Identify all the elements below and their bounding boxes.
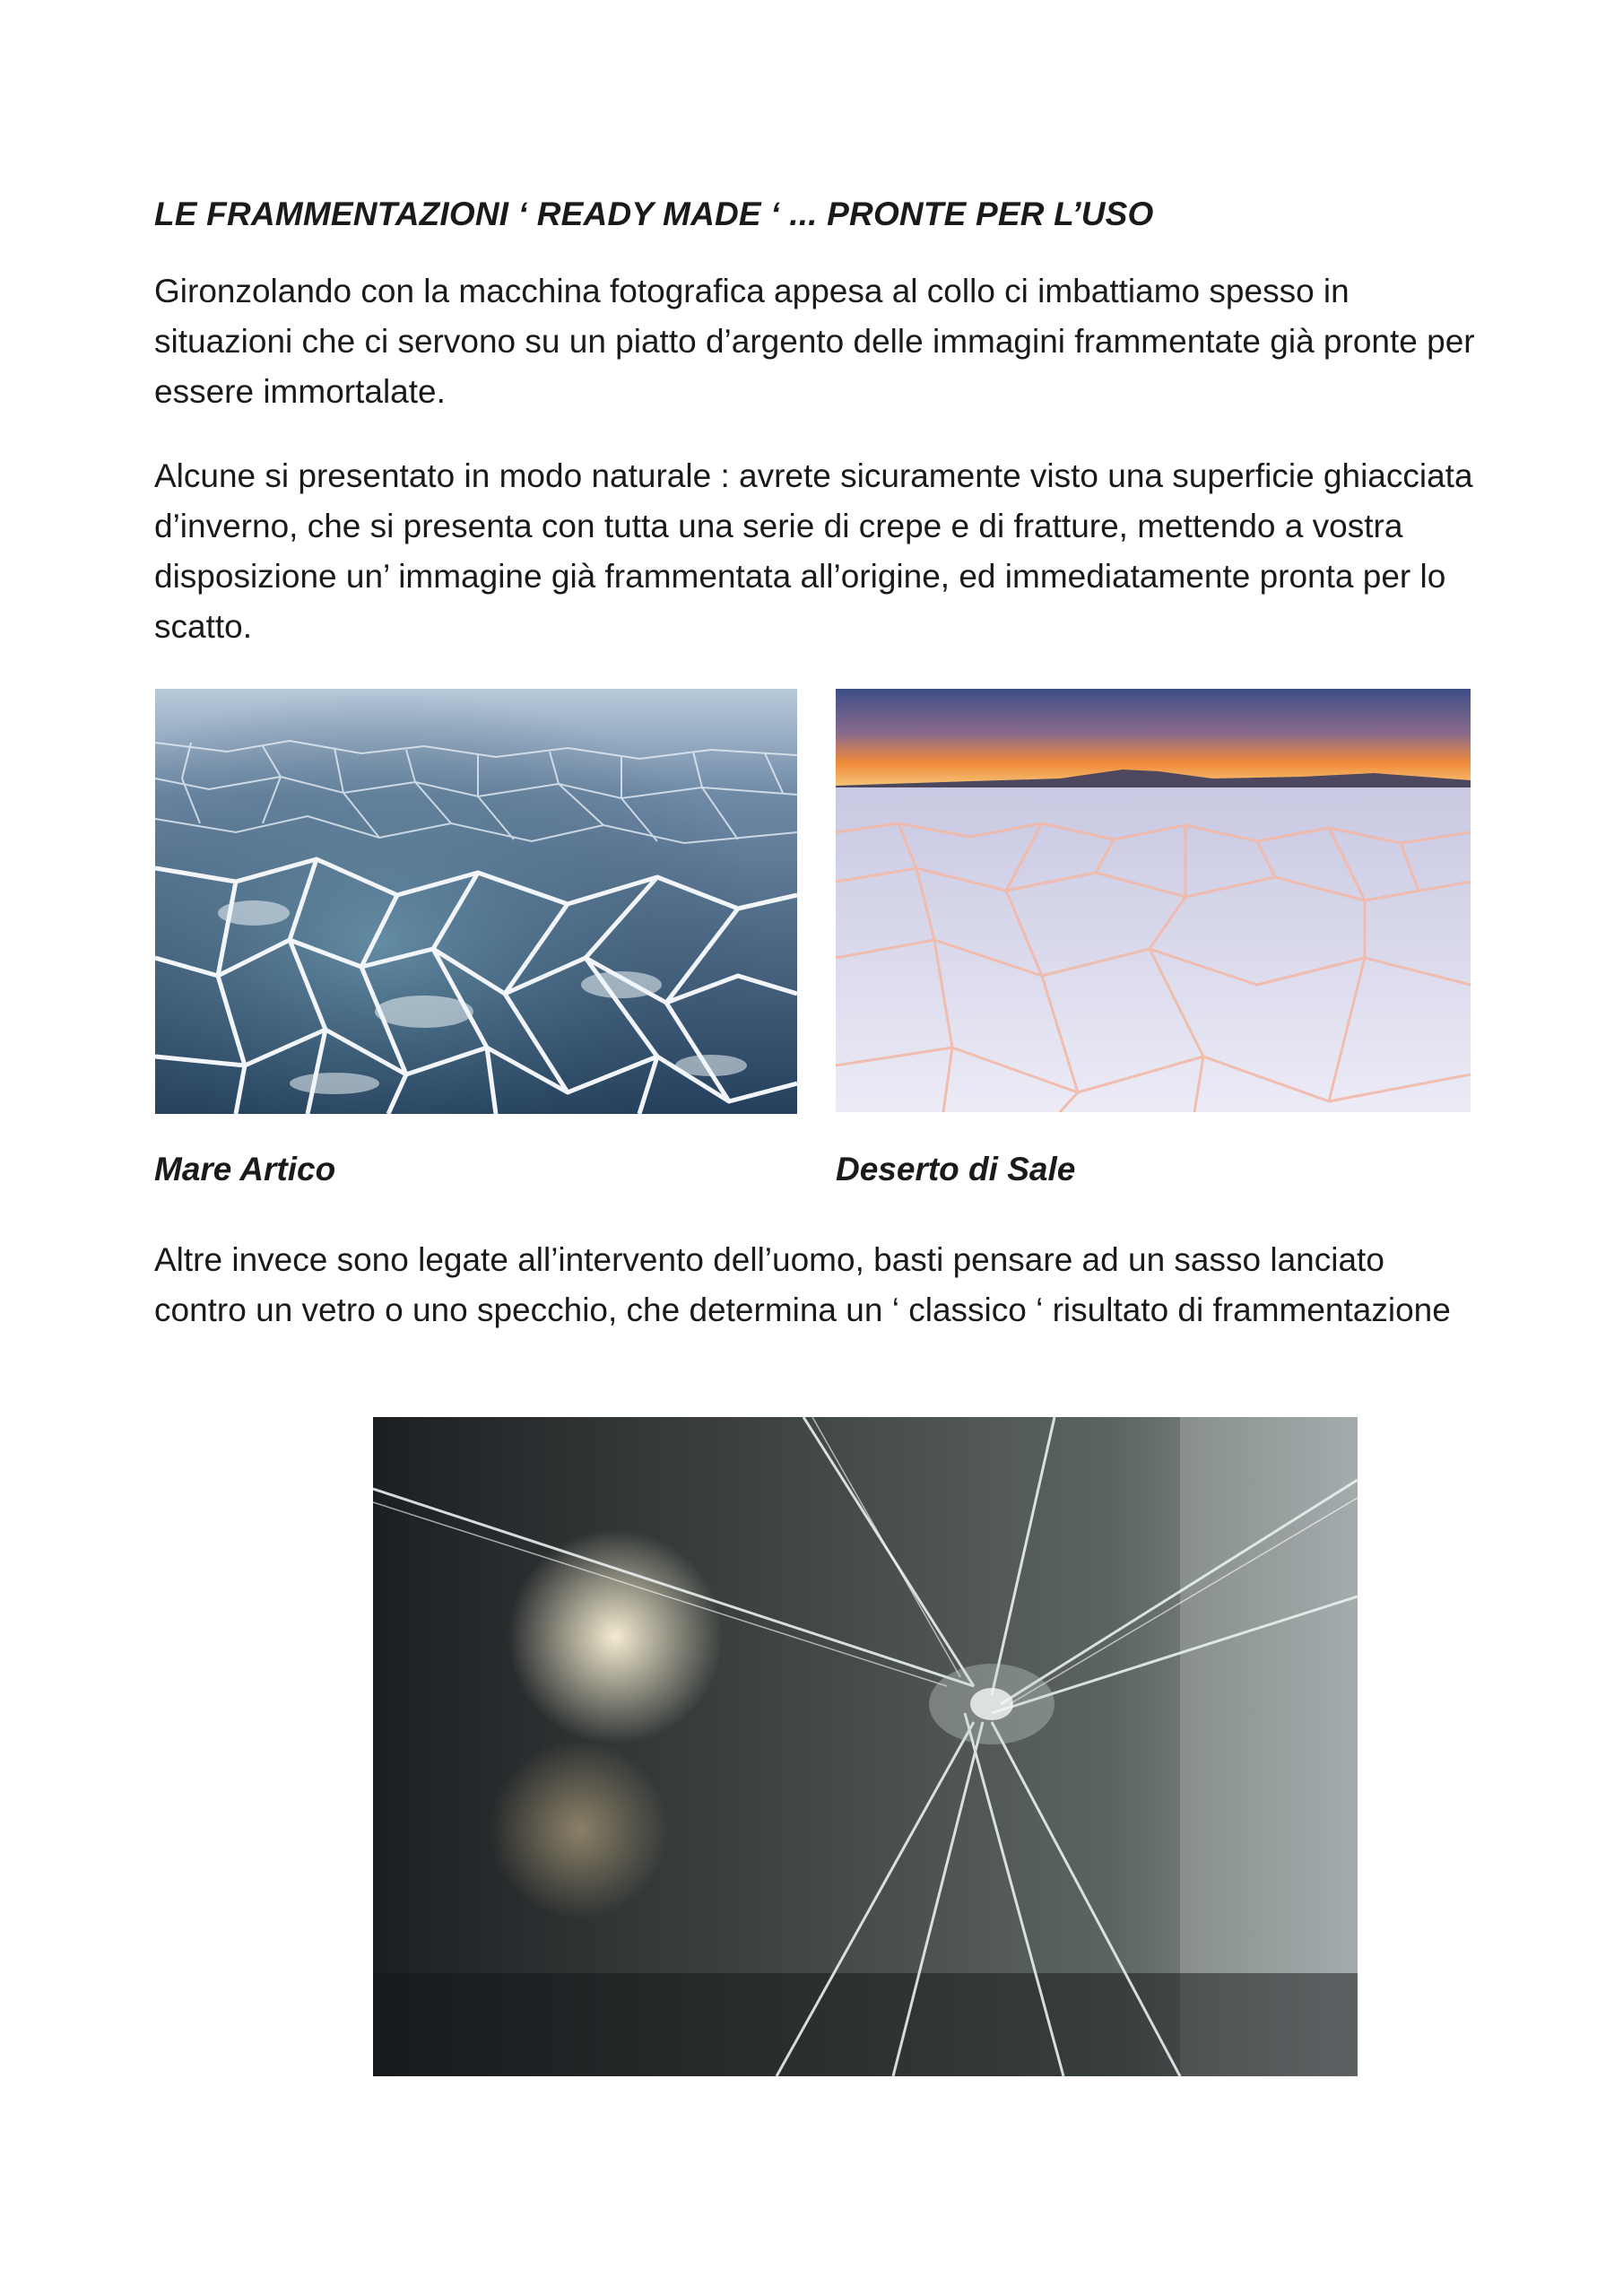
salt-desert-photo bbox=[836, 689, 1471, 1112]
paragraph-intro: Gironzolando con la macchina fotografica appesa al collo ci imbattiamo spesso in situazioni che ci servono su un piatto d’argento delle immagini frammentate già pronte per essere immortalate. bbox=[154, 273, 1475, 410]
page-heading: LE FRAMMENTAZIONI ‘ READY MADE ‘ ... PRONTE PER L’USO bbox=[154, 196, 1154, 232]
paragraph-human: Altre invece sono legate all’intervento dell’uomo, basti pensare ad un sasso lanciato contro un vetro o uno specchio, che determina un ‘ classico ‘ risultato di frammentazione bbox=[154, 1241, 1451, 1328]
caption-salt: Deserto di Sale bbox=[836, 1151, 1076, 1187]
caption-ice: Mare Artico bbox=[154, 1151, 336, 1187]
arctic-sea-photo bbox=[155, 689, 797, 1114]
broken-glass-photo bbox=[373, 1417, 1358, 2076]
paragraph-natural: Alcune si presentato in modo naturale : avrete sicuramente visto una superficie ghiacciata d’inverno, che si presenta con tutta una serie di crepe e di fratture, mettendo a vostra disposizione un’ immagine già frammentata all’origine, ed immediatamente pronta per lo scatto. bbox=[154, 457, 1473, 645]
